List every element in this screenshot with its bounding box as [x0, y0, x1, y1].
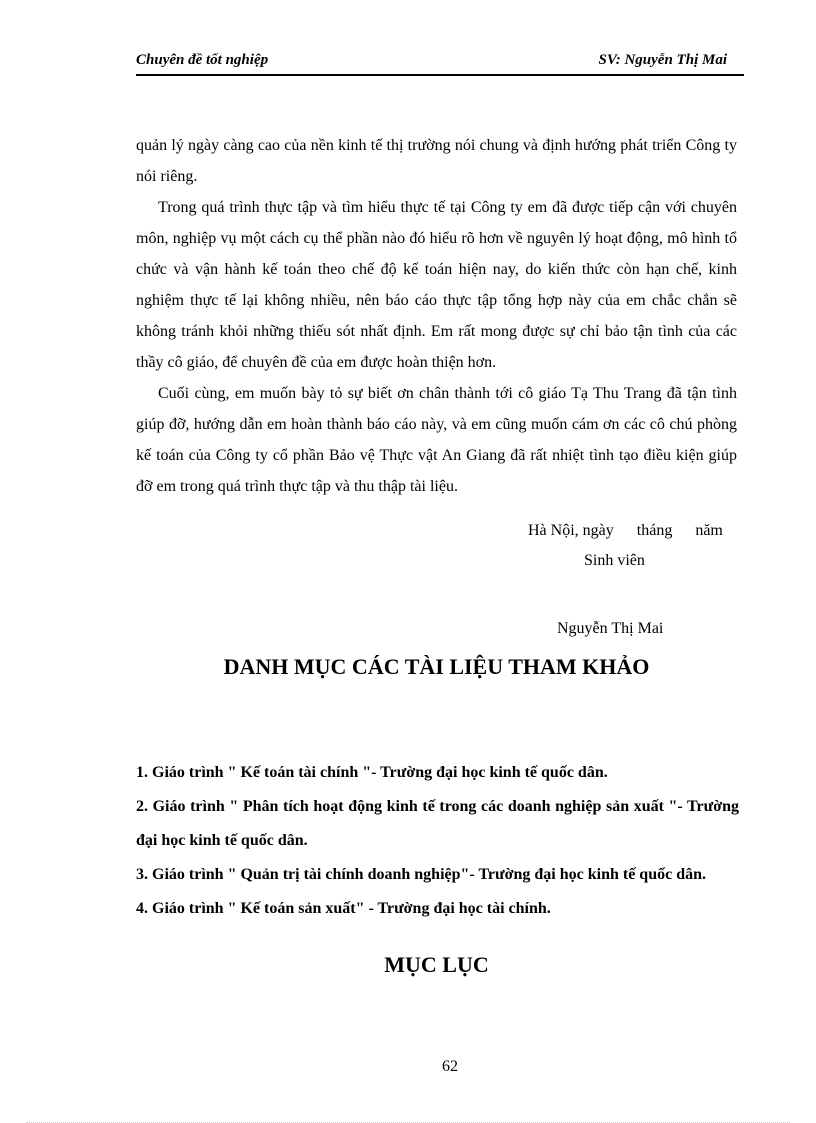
signature-date-line — [528, 522, 738, 540]
body-text — [136, 130, 737, 502]
paragraph-continuation: quản lý ngày càng cao của nền kinh tế thị trường nói chung và định hướng phát triển Công ty nói riêng. — [136, 137, 737, 185]
signature-date-year: năm — [695, 522, 723, 539]
paragraph-acknowledgement: Cuối cùng, em muốn bày tỏ sự biết ơn chân thành tới cô giáo Tạ Thu Trang đã tận tình giúp đỡ, hướng dẫn em hoàn thành báo cáo này, và em cũng muốn cám ơn các cô chú phòng kế toán của Công ty cổ phần Bảo vệ Thực vật An Giang đã rất nhiệt tình tạo điều kiện giúp đỡ em trong quá trình thực tập và thu thập tài liệu. — [136, 385, 737, 495]
signature-role: Sinh viên — [584, 552, 645, 569]
reference-item: 2. Giáo trình " Phân tích hoạt động kinh tế trong các doanh nghiệp sản xuất "- Trường đại học kinh tế quốc dân. — [136, 798, 739, 849]
paragraph-internship: Trong quá trình thực tập và tìm hiểu thực tế tại Công ty em đã được tiếp cận với chuyên môn, nghiệp vụ một cách cụ thể phần nào đó hiểu rõ hơn về nguyên lý hoạt động, mô hình tổ chức và vận hành kế toán theo chế độ kế toán hiện nay, do kiến thức còn hạn chế, kinh nghiệm thực tế lại không nhiều, nên báo cáo thực tập tổng hợp này của em chắc chắn sẽ không tránh khỏi những thiếu sót nhất định. Em rất mong được sự chỉ bảo tận tình của các thầy cô giáo, để chuyên đề của em được hoàn thiện hơn. — [136, 199, 737, 371]
table-of-contents-title: MỤC LỤC — [384, 952, 489, 977]
references-title: DANH MỤC CÁC TÀI LIỆU THAM KHẢO — [223, 654, 650, 679]
signature-name: Nguyễn Thị Mai — [557, 620, 664, 637]
signature-date-place: Hà Nội, ngày — [528, 522, 614, 539]
page-header — [136, 50, 744, 74]
reference-item: 1. Giáo trình " Kế toán tài chính "- Trường đại học kinh tế quốc dân. — [136, 764, 608, 781]
header-document-title: Chuyên đề tốt nghiệp — [136, 52, 269, 68]
reference-item: 3. Giáo trình " Quản trị tài chính doanh nghiệp"- Trường đại học kinh tế quốc dân. — [136, 866, 706, 883]
header-rule — [136, 74, 744, 76]
page-number: 62 — [442, 1058, 458, 1075]
signature-date-month: tháng — [636, 522, 673, 539]
reference-item: 4. Giáo trình " Kế toán sản xuất" - Trường đại học tài chính. — [136, 900, 551, 917]
header-student-name: SV: Nguyễn Thị Mai — [598, 52, 727, 68]
references-list — [136, 756, 739, 926]
